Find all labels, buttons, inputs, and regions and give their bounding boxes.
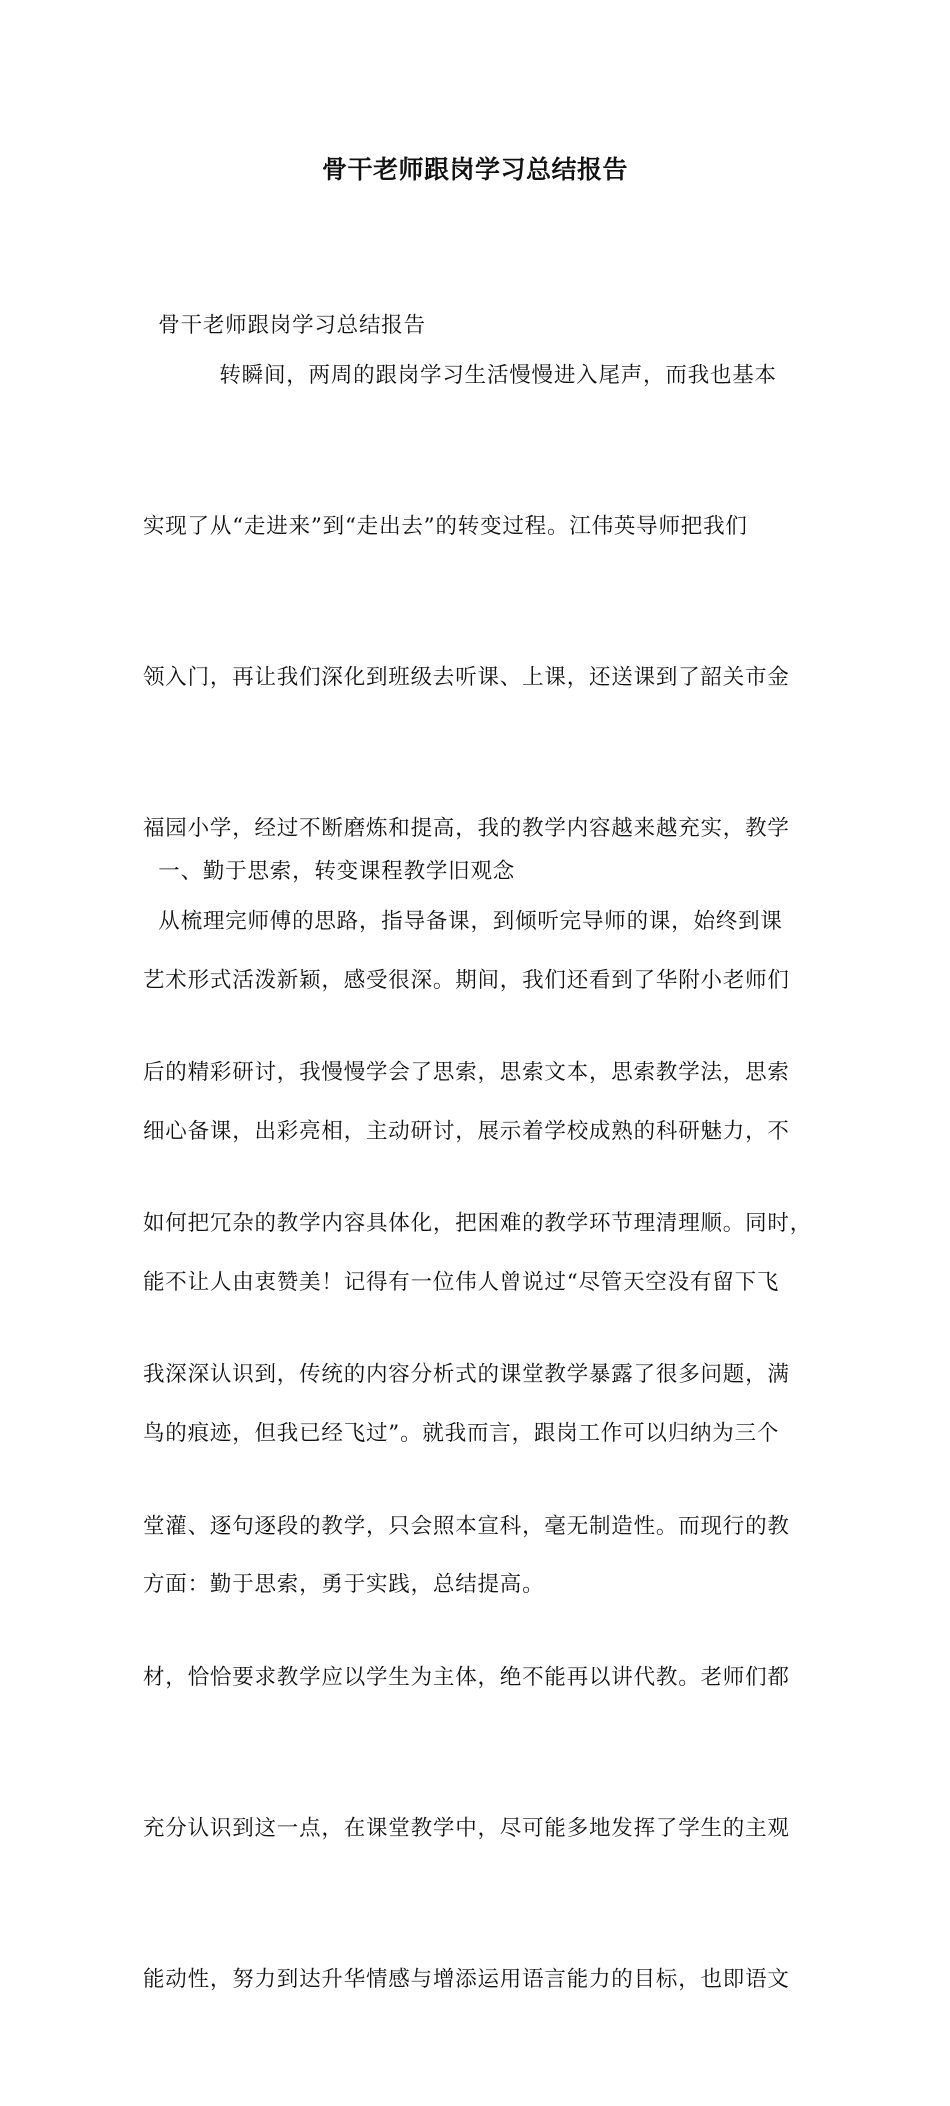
paragraph-line: 我深深认识到，传统的内容分析式的课堂教学暴露了很多问题，满 — [143, 1362, 790, 1388]
paragraph-line: 鸟的痕迹，但我已经飞过”。就我而言，跟岗工作可以归纳为三个 — [143, 1421, 780, 1447]
paragraph-line: 福园小学，经过不断磨炼和提高，我的教学内容越来越充实，教学 — [143, 816, 790, 842]
paragraph-line: 实现了从“走进来”到“走出去”的转变过程。江伟英导师把我们 — [143, 514, 748, 540]
paragraph-line: 从梳理完师傅的思路，指导备课，到倾听完导师的课，始终到课 — [143, 908, 783, 934]
paragraph-line: 细心备课，出彩亮相，主动研讨，展示着学校成熟的科研魅力，不 — [143, 1118, 790, 1144]
paragraph-line: 后的精彩研讨，我慢慢学会了思索，思索文本，思索教学法，思索 — [143, 1060, 790, 1086]
subtitle-line: 骨干老师跟岗学习总结报告 — [143, 312, 426, 338]
paragraph-line: 方面：勤于思索，勇于实践，总结提高。 — [143, 1572, 545, 1598]
section-heading-text: 一、勤于思索，转变课程教学旧观念 — [143, 858, 516, 884]
paragraph-line: 能动性，努力到达升华情感与增添运用语言能力的目标，也即语文 — [143, 1967, 790, 1993]
paragraph-line: 能不让人由衷赞美！记得有一位伟人曾说过“尽管天空没有留下飞 — [143, 1270, 780, 1296]
paragraph-line: 堂灌、逐句逐段的教学，只会照本宣科，毫无制造性。而现行的教 — [143, 1513, 790, 1539]
paragraph-line: 如何把冗杂的教学内容具体化，把困难的教学环节理清理顺。同时， — [143, 1211, 813, 1237]
section1-paragraph — [143, 796, 828, 2106]
paragraph-line: 艺术形式活泼新颖，感受很深。期间，我们还看到了华附小老师们 — [143, 967, 790, 993]
document-title: 骨干老师跟岗学习总结报告 — [321, 155, 628, 184]
paragraph-line: 充分认识到这一点，在课堂教学中，尽可能多地发挥了学生的主观 — [143, 1816, 790, 1842]
paragraph-line: 转瞬间，两周的跟岗学习生活慢慢进入尾声，而我也基本 — [143, 362, 777, 388]
paragraph-line: 领入门，再让我们深化到班级去听课、上课，还送课到了韶关市金 — [143, 665, 790, 691]
paragraph-line: 材，恰恰要求教学应以学生为主体，绝不能再以讲代教。老师们都 — [143, 1664, 790, 1690]
